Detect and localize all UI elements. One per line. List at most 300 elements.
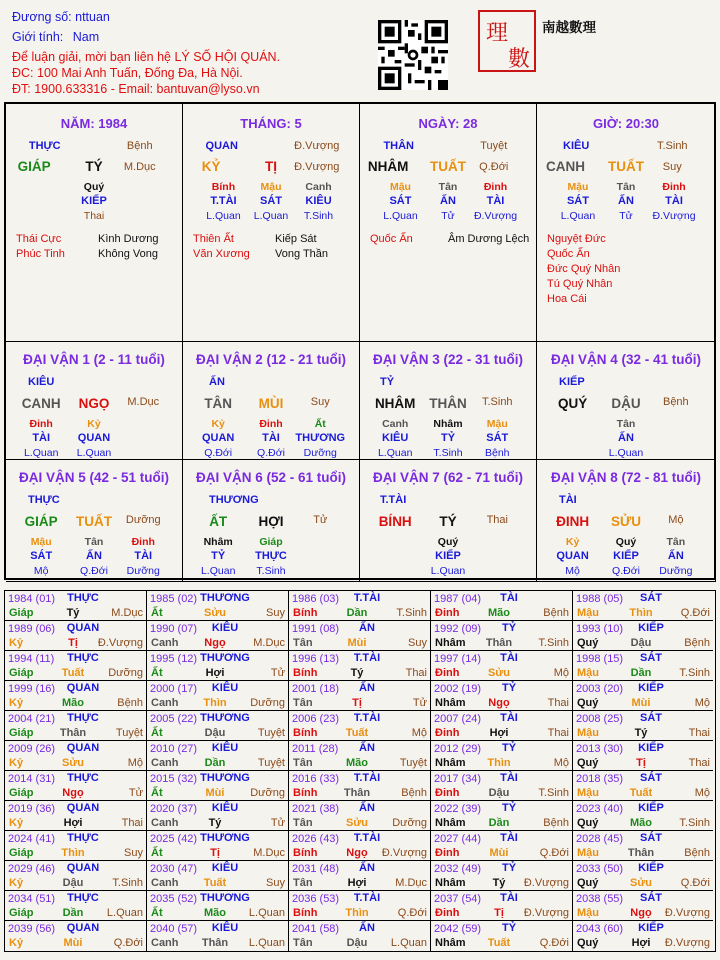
pillar-can-0: KỶ [201, 159, 221, 174]
year-can: Quý [577, 817, 599, 829]
hidden-god: SÁT [566, 195, 589, 207]
year-can: Kỷ [9, 817, 24, 829]
year-god: KIẾP [638, 622, 664, 634]
pillar-god: THỰC [28, 140, 61, 152]
annual-cell [573, 771, 713, 801]
year-stage: Bệnh [684, 847, 710, 859]
hidden-stem: Tân [438, 181, 458, 193]
hidden-god: SÁT [260, 195, 282, 207]
dai-van-god: ẤN [209, 376, 225, 388]
pillar-can-1: TUẤT [430, 159, 466, 174]
year-stage: Q.Đới [113, 937, 143, 949]
pillar-title: NGÀY: 28 [418, 116, 478, 131]
annual-cell [5, 861, 147, 891]
star-3: Tú Quý Nhân [547, 278, 613, 290]
year-chi: Thìn [203, 697, 227, 709]
year-god: ẤN [359, 622, 375, 634]
annual-cell [147, 681, 289, 711]
year-chi: Thân [59, 727, 87, 739]
red-seal-icon: 理 數 [478, 10, 536, 72]
year-label: 2030 (47) [150, 863, 198, 875]
pillar-can-1: TỊ [265, 159, 277, 174]
year-stage: M.Dục [111, 607, 143, 619]
year-can: Ất [151, 607, 163, 619]
year-chi: Sửu [61, 757, 85, 769]
year-stage: Q.Đới [539, 937, 569, 949]
year-label: 2007 (24) [434, 713, 482, 725]
year-stage: Bệnh [117, 697, 143, 709]
year-can: Kỷ [9, 877, 24, 889]
hidden-stage: L.Quan [253, 210, 289, 222]
year-chi: Dậu [204, 727, 226, 739]
year-stage: Đ.Vượng [664, 907, 710, 919]
annual-cell [289, 621, 431, 651]
year-god: THỰC [67, 712, 99, 724]
year-can: Nhâm [435, 637, 466, 649]
dai-van-hidden-god: KIẾP [435, 550, 461, 562]
year-label: 2012 (29) [434, 743, 482, 755]
dai-van-god: THƯƠNG [209, 494, 259, 506]
year-stage: Q.Đới [397, 907, 427, 919]
dai-van-stage: Dưỡng [659, 565, 693, 577]
year-god: SÁT [640, 772, 662, 784]
year-god: TỶ [501, 682, 517, 694]
year-stage: Thai [405, 667, 427, 679]
year-chi: Mùi [347, 637, 367, 649]
year-god: T.TÀI [353, 892, 381, 904]
annual-cell [5, 831, 147, 861]
pillar-title: NĂM: 1984 [60, 116, 128, 131]
year-god: T.TÀI [353, 592, 381, 604]
year-chi: Ngọ [346, 847, 368, 859]
year-stage: Đ.Vượng [664, 937, 710, 949]
year-can: Quý [577, 757, 599, 769]
year-stage: Dưỡng [108, 667, 143, 679]
year-god: QUAN [66, 922, 100, 934]
year-label: 1988 (05) [576, 593, 624, 605]
year-label: 1985 (02) [150, 593, 198, 605]
year-can: Đinh [435, 607, 460, 619]
year-can: Canh [151, 637, 179, 649]
dai-van-god: T.TÀI [380, 494, 407, 506]
year-stage: T.Sinh [396, 607, 427, 619]
star-1: Âm Dương Lệch [448, 233, 530, 245]
address-line: ĐC: 100 Mai Anh Tuấn, Đống Đa, Hà Nội. [12, 66, 243, 80]
year-can: Mậu [577, 907, 599, 919]
year-god: TÀI [500, 772, 518, 784]
year-label: 1993 (10) [576, 623, 624, 635]
year-stage: Q.Đới [680, 607, 710, 619]
year-label: 2042 (59) [434, 923, 482, 935]
year-stage: Dưỡng [392, 817, 427, 829]
year-chi: Tý [208, 817, 222, 829]
year-god: T.TÀI [353, 832, 381, 844]
year-label: 2039 (56) [8, 923, 56, 935]
pillar-top-stage: Tuyệt [480, 140, 508, 152]
year-can: Đinh [435, 847, 460, 859]
header [0, 0, 720, 100]
year-stage: Suy [266, 607, 285, 619]
dai-van-hidden-god: TÀI [262, 432, 280, 444]
dai-van-hidden-god: ẤN [618, 432, 634, 444]
year-can: Ất [151, 907, 163, 919]
year-god: T.TÀI [353, 712, 381, 724]
annual-cell [431, 861, 573, 891]
year-can: Quý [577, 637, 599, 649]
annual-cell [147, 831, 289, 861]
annual-cell [431, 681, 573, 711]
year-label: 1996 (13) [292, 653, 340, 665]
year-god: ẤN [359, 862, 375, 874]
dai-van-hidden-god: TÀI [134, 550, 153, 562]
year-can: Tân [293, 937, 313, 949]
year-label: 1995 (12) [150, 653, 198, 665]
dai-van-can-0: QUÝ [557, 396, 588, 411]
year-stage: Đ.Vượng [381, 847, 427, 859]
dai-van-stage: L.Quan [200, 565, 236, 577]
annual-cell [289, 771, 431, 801]
year-can: Tân [293, 877, 313, 889]
year-stage: L.Quan [390, 937, 427, 949]
dai-van-hidden: Mậu [486, 418, 508, 430]
dai-van-can-1: TUẤT [76, 514, 112, 529]
annual-cell [5, 801, 147, 831]
year-stage: Q.Đới [539, 847, 569, 859]
year-label: 2035 (52) [150, 893, 198, 905]
year-stage: Tuyệt [257, 727, 285, 739]
pillar-god: THÂN [383, 140, 414, 152]
qr-code-icon[interactable] [378, 20, 448, 90]
year-chi: Thân [201, 937, 229, 949]
year-label: 1994 (11) [8, 653, 55, 665]
year-god: TÀI [500, 832, 518, 844]
dai-van-title: ĐẠI VẬN 3 (22 - 31 tuổi) [372, 352, 524, 367]
year-label: 2000 (17) [150, 683, 198, 695]
hidden-stem: Canh [305, 181, 332, 193]
annual-cell [573, 741, 713, 771]
dai-van-stage: Bệnh [485, 447, 510, 459]
annual-cell [289, 651, 431, 681]
year-chi: Hợi [205, 667, 225, 679]
year-stage: Bệnh [543, 607, 569, 619]
dai-van-hidden-god: THỰC [255, 550, 287, 562]
annual-cell [147, 771, 289, 801]
year-label: 2015 (32) [150, 773, 198, 785]
dai-van-hidden-god: SÁT [486, 432, 509, 444]
annual-cell [289, 741, 431, 771]
dai-van-hidden: Quý [615, 536, 637, 548]
annual-cell [573, 801, 713, 831]
year-stage: Suy [124, 847, 143, 859]
year-label: 2016 (33) [292, 773, 340, 785]
dai-van-3 [360, 342, 537, 460]
hidden-stage: Tử [619, 210, 633, 222]
year-can: Quý [577, 877, 599, 889]
year-stage: Tử [128, 787, 143, 799]
year-stage: Thai [121, 817, 143, 829]
star-3: Vong Thần [275, 248, 329, 260]
annual-cell [573, 861, 713, 891]
year-god: QUAN [66, 802, 100, 814]
pillar-can-2: M.Dục [123, 161, 156, 173]
year-can: Ất [151, 847, 163, 859]
year-stage: Đ.Vượng [97, 637, 143, 649]
dai-van-hidden-god: QUAN [556, 550, 589, 562]
logo-text: 南越數理 [542, 20, 596, 36]
year-can: Quý [577, 937, 599, 949]
year-chi: Dần [630, 667, 652, 679]
star-2: Văn Xương [193, 248, 250, 260]
dai-van-god: KIÊU [28, 376, 55, 388]
year-label: 2008 (25) [576, 713, 624, 725]
pillar-can-2: Q.Đới [479, 161, 509, 173]
annual-cell [431, 921, 573, 951]
year-can: Bính [293, 907, 318, 919]
dai-van-title: ĐẠI VẬN 4 (32 - 41 tuổi) [550, 352, 702, 367]
year-god: TỶ [501, 622, 517, 634]
dai-van-hidden: Nhâm [433, 418, 463, 430]
year-label: 2036 (53) [292, 893, 340, 905]
dai-van-hidden: Đinh [29, 418, 53, 430]
year-label: 1984 (01) [8, 593, 56, 605]
year-stage: Suy [408, 637, 427, 649]
year-can: Đinh [435, 667, 460, 679]
annual-cell [289, 831, 431, 861]
dai-van-stage: Q.Đới [257, 447, 285, 459]
year-can: Canh [151, 697, 179, 709]
hidden-stem: Mậu [567, 181, 589, 193]
dai-van-can-0: NHÂM [374, 396, 416, 411]
gender-label: Giới tính: [12, 30, 64, 44]
brand-logo [478, 10, 708, 80]
annual-cell [5, 711, 147, 741]
hidden-stage: Tử [441, 210, 455, 222]
dai-van-can-1: HỢI [258, 514, 284, 529]
dai-van-stage: Dưỡng [126, 565, 160, 577]
dai-van-hidden-god: KIÊU [382, 432, 409, 444]
hidden-stage: L.Quan [383, 210, 418, 222]
dai-van-can-2: Mộ [668, 514, 684, 526]
year-god: QUAN [66, 622, 100, 634]
year-stage: L.Quan [106, 907, 143, 919]
annual-cell [431, 771, 573, 801]
pillar-can-0: GIÁP [17, 159, 51, 174]
annual-cell [5, 891, 147, 921]
hidden-stem: Quý [83, 181, 105, 193]
year-label: 2026 (43) [292, 833, 340, 845]
dai-van-can-2: Suy [310, 396, 330, 408]
chart-grid [4, 102, 716, 580]
year-god: TỶ [501, 922, 517, 934]
year-stage: Bệnh [401, 787, 427, 799]
dai-van-hidden-god: QUAN [201, 432, 235, 444]
year-god: THƯƠNG [200, 892, 250, 904]
year-god: ẤN [359, 742, 375, 754]
star-1: Kiếp Sát [275, 233, 317, 245]
year-can: Giáp [9, 727, 34, 739]
year-chi: Dần [204, 757, 226, 769]
dai-van-stage: Mộ [565, 565, 580, 577]
year-chi: Ngọ [630, 907, 652, 919]
pillar-can-0: CANH [545, 159, 585, 174]
year-stage: Bệnh [543, 817, 569, 829]
dai-van-can-2: Dưỡng [125, 514, 161, 526]
year-god: QUAN [66, 742, 100, 754]
dai-van-can-2: T.Sinh [481, 396, 513, 408]
hidden-stage: T.Sinh [303, 210, 334, 222]
year-stage: L.Quan [248, 937, 285, 949]
dai-van-8 [537, 460, 716, 582]
year-chi: Mão [62, 697, 84, 709]
hidden-stem: Đinh [483, 181, 508, 193]
dai-van-can-1: THÂN [429, 396, 467, 411]
dai-van-god: THỰC [28, 494, 60, 506]
year-stage: T.Sinh [679, 667, 710, 679]
year-god: THƯƠNG [200, 712, 250, 724]
year-label: 1986 (03) [292, 593, 340, 605]
annual-cell [431, 621, 573, 651]
year-label: 2014 (31) [8, 773, 56, 785]
dai-van-can-2: Tử [313, 514, 328, 526]
hidden-stem: Tân [616, 181, 636, 193]
year-chi: Tý [350, 667, 364, 679]
dai-van-god: TỶ [380, 376, 395, 388]
dai-van-stage: Q.Đới [612, 565, 640, 577]
year-label: 2025 (42) [150, 833, 198, 845]
year-chi: Tuất [629, 787, 653, 799]
annual-cell [431, 651, 573, 681]
annual-cell [5, 651, 147, 681]
year-god: THƯƠNG [200, 772, 250, 784]
year-stage: M.Dục [253, 847, 285, 859]
year-god: THỰC [67, 832, 99, 844]
year-label: 1989 (06) [8, 623, 56, 635]
year-chi: Sửu [629, 877, 653, 889]
annual-cell [147, 861, 289, 891]
year-chi: Tuất [203, 877, 227, 889]
annual-cell [147, 621, 289, 651]
annual-cell [147, 891, 289, 921]
pillar-2 [183, 104, 360, 342]
hidden-stage: Đ.Vượng [473, 210, 518, 222]
year-god: ẤN [359, 682, 375, 694]
pillar-1 [6, 104, 183, 342]
dai-van-can-2: Bệnh [662, 396, 689, 408]
year-can: Bính [293, 847, 318, 859]
phone-email-line[interactable]: ĐT: 1900.633316 - Email: bantuvan@lyso.vn [12, 82, 260, 96]
year-god: KIÊU [211, 622, 239, 634]
year-god: THỰC [67, 652, 99, 664]
annual-cell [573, 591, 713, 621]
year-label: 2017 (34) [434, 773, 482, 785]
year-stage: Tuyệt [115, 727, 143, 739]
hidden-god: KIÊU [305, 195, 332, 207]
year-can: Đinh [435, 727, 460, 739]
year-label: 2023 (40) [576, 803, 624, 815]
year-label: 2002 (19) [434, 683, 482, 695]
year-chi: Tị [352, 697, 362, 709]
year-chi: Tý [66, 607, 80, 619]
pillar-can-2: Đ.Vượng [294, 161, 340, 173]
dai-van-stage: T.Sinh [256, 565, 286, 577]
annual-cell [431, 831, 573, 861]
dai-van-hidden-god: TỶ [440, 432, 456, 444]
year-can: Bính [293, 727, 318, 739]
year-stage: Mộ [553, 667, 569, 679]
year-label: 2034 (51) [8, 893, 56, 905]
dai-van-stage: T.Sinh [433, 447, 463, 459]
year-label: 2031 (48) [292, 863, 340, 875]
year-can: Giáp [9, 787, 34, 799]
year-god: TỶ [501, 802, 517, 814]
year-god: KIÊU [211, 862, 239, 874]
year-can: Bính [293, 787, 318, 799]
year-stage: M.Dục [253, 637, 285, 649]
star-4: Hoa Cái [547, 293, 587, 305]
annual-cell [289, 891, 431, 921]
dai-van-stage: Q.Đới [204, 447, 233, 459]
year-label: 2005 (22) [150, 713, 198, 725]
year-chi: Tuất [345, 727, 369, 739]
year-god: SÁT [640, 592, 662, 604]
year-stage: Tuyệt [257, 757, 285, 769]
year-god: KIẾP [638, 862, 664, 874]
dai-van-stage: Q.Đới [80, 565, 108, 577]
year-label: 2043 (60) [576, 923, 624, 935]
hidden-god: T.TÀI [210, 195, 237, 207]
dai-van-title: ĐẠI VẬN 7 (62 - 71 tuổi) [372, 470, 524, 485]
year-chi: Thìn [345, 907, 369, 919]
year-label: 2024 (41) [8, 833, 56, 845]
year-chi: Mùi [489, 847, 509, 859]
year-god: SÁT [640, 832, 662, 844]
dai-van-hidden: Quý [437, 536, 459, 548]
year-can: Tân [293, 697, 313, 709]
year-god: TÀI [500, 592, 518, 604]
dai-van-title: ĐẠI VẬN 5 (42 - 51 tuổi) [18, 470, 170, 485]
year-god: KIẾP [638, 742, 664, 754]
year-god: THỰC [67, 592, 99, 604]
annual-cell [289, 921, 431, 951]
year-chi: Thìn [61, 847, 85, 859]
year-chi: Tị [68, 637, 78, 649]
dai-van-can-1: DẬU [611, 396, 641, 411]
year-chi: Dần [346, 607, 368, 619]
dai-van-hidden-god: TỶ [211, 550, 226, 562]
dai-van-1 [6, 342, 183, 460]
star-2: Đức Quý Nhân [547, 263, 621, 275]
year-chi: Dậu [488, 787, 510, 799]
year-can: Bính [293, 607, 318, 619]
year-can: Giáp [9, 607, 34, 619]
dai-van-hidden: Đinh [259, 418, 283, 430]
annual-cell [147, 651, 289, 681]
year-chi: Tị [636, 757, 646, 769]
annual-cell [147, 921, 289, 951]
dai-van-stage: L.Quan [608, 447, 644, 459]
annual-cell [147, 591, 289, 621]
year-label: 2010 (27) [150, 743, 198, 755]
dai-van-title: ĐẠI VẬN 6 (52 - 61 tuổi) [195, 470, 347, 485]
year-label: 2027 (44) [434, 833, 482, 845]
year-chi: Ngọ [204, 637, 226, 649]
year-can: Nhâm [435, 817, 466, 829]
star-3: Không Vong [98, 248, 158, 260]
year-label: 2028 (45) [576, 833, 624, 845]
year-chi: Mão [346, 757, 368, 769]
year-god: KIẾP [638, 802, 664, 814]
dai-van-stage: L.Quan [430, 565, 466, 577]
